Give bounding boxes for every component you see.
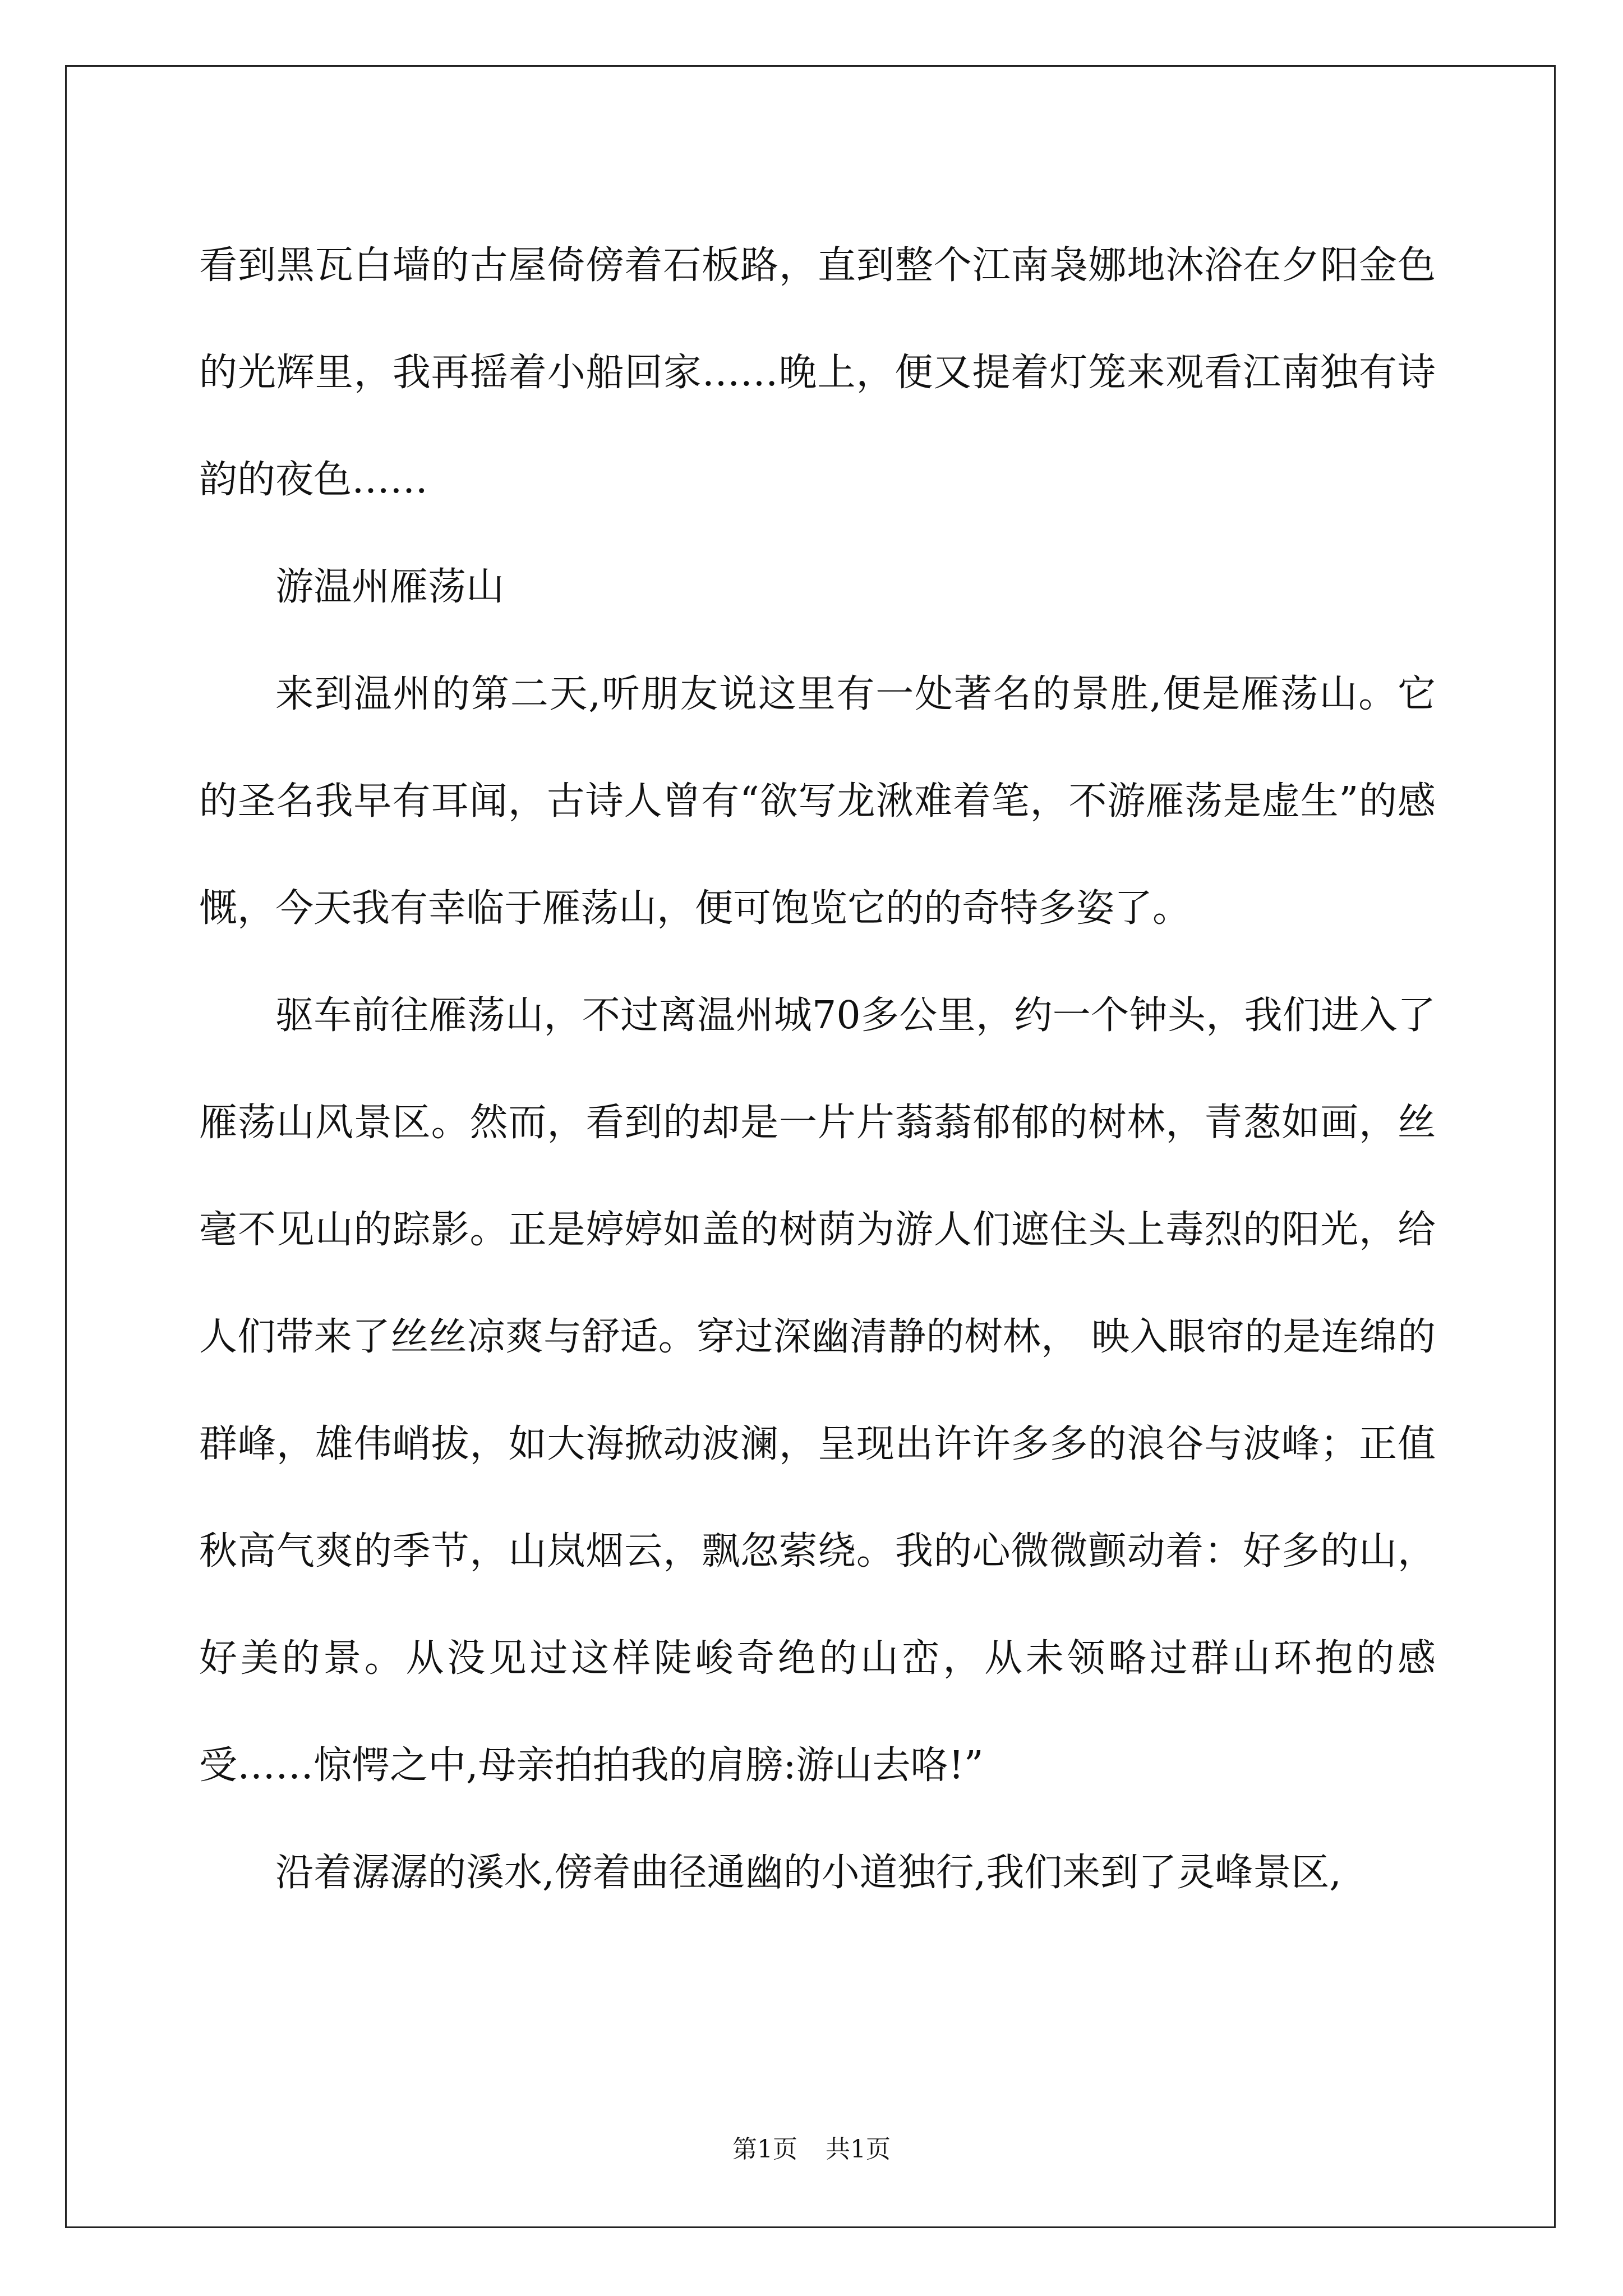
document-body — [199, 212, 1436, 1926]
paragraph-4: 沿着潺潺的溪水,傍着曲径通幽的小道独行,我们来到了灵峰景区, — [275, 1851, 1341, 1895]
section-title: 游温州雁荡山 — [275, 565, 505, 609]
paragraph-3: 驱车前往雁荡山，不过离温州城70多公里，约一个钟头，我们进入了雁荡山风景区。然而，看到的却是一片片蓊蓊郁郁的树林，青葱如画，丝毫不见山的踪影。正是婷婷如盖的树荫为游人们遮住头上毒烈的阳光，给人们带来了丝丝凉爽与舒适。穿过深幽清静的树林， 映入眼帘的是连绵的群峰，雄伟峭拔，如大海掀动波澜，呈现出许许多多的浪谷与波峰；正值秋高气爽的季节，山岚烟云，飘忽萦绕。我的心微微颤动着：好多的山，好美的景。从没见过这样陡峻奇绝的山峦，从未领略过群山环抱的感受……惊愕之中,母亲拍拍我的肩膀:游山去咯!” — [199, 993, 1436, 1788]
page-footer — [0, 2129, 1623, 2165]
page-total: 共1页 — [826, 2135, 891, 2164]
paragraph-1: 看到黑瓦白墙的古屋倚傍着石板路，直到整个江南袅娜地沐浴在夕阳金色的光辉里，我再摇着小船回家……晚上，便又提着灯笼来观看江南独有诗韵的夜色…… — [199, 243, 1436, 502]
page-number: 第1页 — [732, 2135, 797, 2164]
paragraph-2: 来到温州的第二天,听朋友说这里有一处著名的景胜,便是雁荡山。它的圣名我早有耳闻，古诗人曾有“欲写龙湫难着笔，不游雁荡是虚生”的感慨，今天我有幸临于雁荡山，便可饱览它的的奇特多姿了。 — [199, 672, 1436, 931]
